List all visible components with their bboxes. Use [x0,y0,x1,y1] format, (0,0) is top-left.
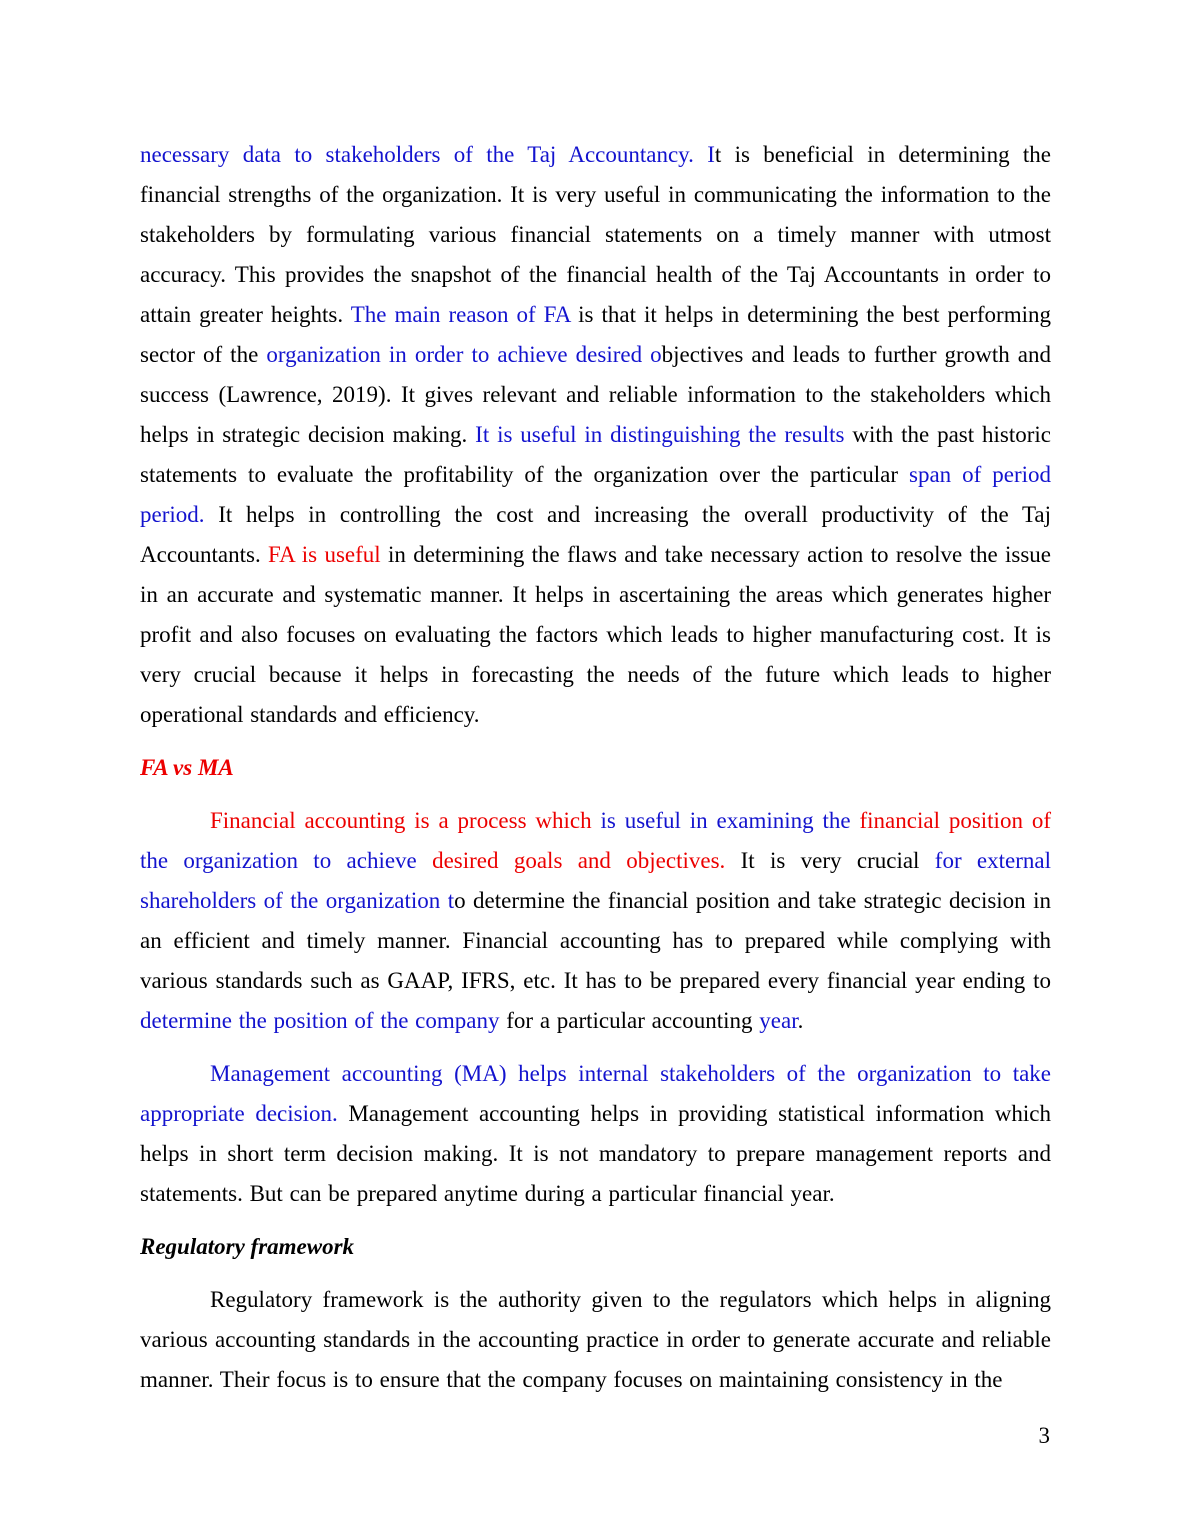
text-segment: Management accounting (MA) helps internal stakeholders of the organization to take appropriate decision. [140,1061,1051,1126]
text-segment: It is useful in distinguishing the results [475,422,845,447]
text-segment: Regulatory framework [140,1234,355,1259]
text-segment: span of period period. [140,462,1051,527]
text-segment: bjectives and leads to further growth and success (Lawrence, 2019). It gives relevant and reliable information to the stakeholders which helps in strategic decision making. [140,342,1051,447]
paragraph-fa-overview [140,135,1051,735]
text-segment: FA is useful [268,542,381,567]
text-segment: The main reason of FA [350,302,571,327]
text-segment: is that it helps in determining the best performing sector of the [140,302,1051,367]
text-segment: . [797,1008,804,1033]
text-segment: o determine the financial position and take strategic decision in an efficient and timely manner. Financial accounting has to prepared while complying with various standards such as GAAP, IFRS, etc. It has to be prepared every financial year ending to [140,888,1051,993]
paragraph-regulatory-framework [140,1280,1051,1400]
text-segment: It helps in controlling the cost and increasing the overall productivity of the Taj Accountants. [140,502,1051,567]
text-segment: Financial accounting is a process which [210,808,601,833]
text-segment: t is beneficial in determining the financial strengths of the organization. It is very useful in communicating the information to the stakeholders by formulating various financial statements on a timely manner with utmost accuracy. This provides the snapshot of the financial health of the Taj Accountants in order to attain greater heights. [140,142,1051,327]
text-segment: for a particular accounting [499,1008,760,1033]
heading-fa-vs-ma [140,748,1051,788]
paragraph-financial-accounting [140,801,1051,1041]
text-segment: organization in order to achieve desired o [266,342,662,367]
document-content [140,135,1051,1413]
paragraph-management-accounting [140,1054,1051,1214]
text-segment: in determining the flaws and take necessary action to resolve the issue in an accurate and systematic manner. It helps in ascertaining the areas which generates higher profit and also focuses on evaluating the factors which leads to higher manufacturing cost. It is very crucial because it helps in forecasting the needs of the future which leads to higher operational standards and efficiency. [140,542,1051,727]
text-segment: with the past historic statements to evaluate the profitability of the organization over the particular [140,422,1052,487]
text-segment: for external shareholders of the organization t [140,848,1051,913]
text-segment: necessary data to stakeholders of the Taj Accountancy. I [140,142,715,167]
text-segment: It is very crucial [725,848,935,873]
text-segment: the organization to achieve [140,848,433,873]
text-segment: FA vs MA [140,755,234,780]
text-segment: Management accounting helps in providing statistical information which helps in short term decision making. It is not mandatory to prepare management reports and statements. But can be prepared anytime during a particular financial year. [140,1101,1051,1206]
text-segment: year [759,1008,798,1033]
page-number: 3 [1038,1423,1050,1448]
text-segment: Regulatory framework is the authority given to the regulators which helps in aligning various accounting standards in the accounting practice in order to generate accurate and reliable manner. Their focus is to ensure that the company focuses on maintaining consistency in the [140,1287,1051,1392]
text-segment: determine the position of the company [140,1008,500,1033]
text-segment: is useful in examining the [600,808,860,833]
text-segment: desired goals and objectives. [432,848,726,873]
heading-regulatory-framework [140,1227,1051,1267]
text-segment: financial position of [859,808,1051,833]
